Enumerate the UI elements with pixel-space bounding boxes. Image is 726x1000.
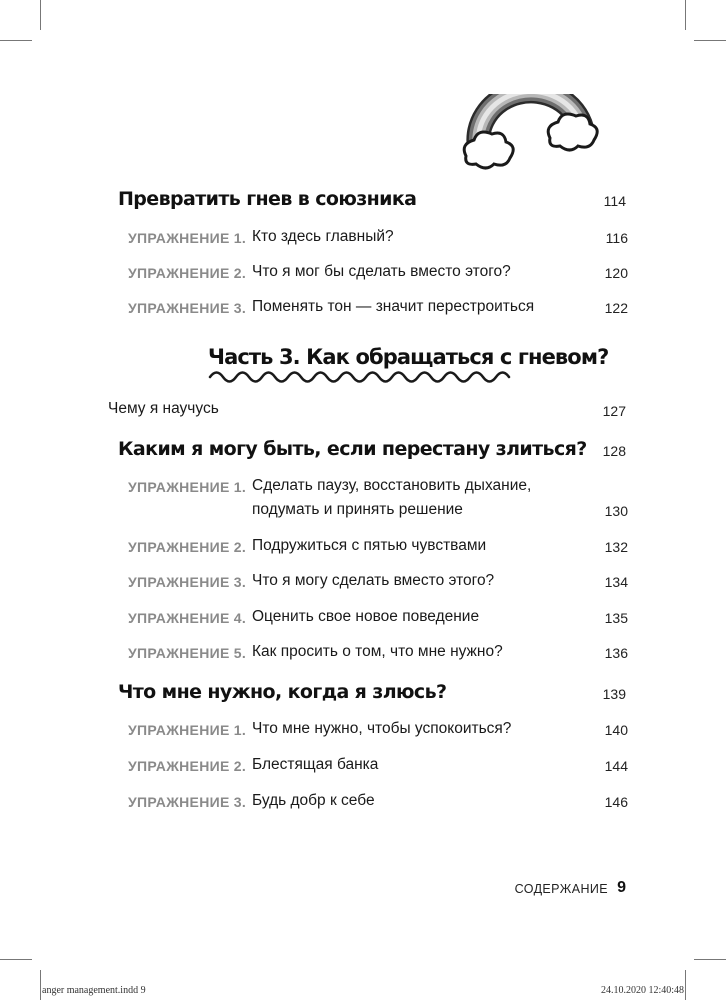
- section-page-number: 114: [603, 193, 626, 209]
- folio-page-number: 9: [617, 879, 626, 896]
- crop-mark: [685, 0, 686, 30]
- crop-mark: [0, 40, 32, 41]
- exercise-page-number: 146: [604, 794, 628, 810]
- exercise-title: Поменять тон — значит перестроиться: [252, 298, 535, 315]
- exercise-title-line2: подумать и принять решение: [252, 501, 463, 518]
- exercise-title: Сделать паузу, восстановить дыхание,: [252, 477, 532, 494]
- section-page-number: 128: [602, 443, 626, 459]
- crop-mark: [694, 959, 726, 960]
- crop-mark: [40, 0, 41, 30]
- wavy-underline: [208, 370, 520, 384]
- slug-filename: anger management.indd 9: [42, 985, 146, 996]
- exercise-title: Кто здесь главный?: [252, 228, 394, 245]
- crop-mark: [40, 970, 41, 1000]
- exercise-label: УПРАЖНЕНИЕ 4.: [128, 610, 247, 626]
- section-title: Превратить гнев в союзника: [118, 188, 417, 210]
- section-page-number: 139: [602, 686, 626, 702]
- exercise-label: УПРАЖНЕНИЕ 1.: [128, 722, 247, 738]
- exercise-title: Что я мог бы сделать вместо этого?: [252, 263, 511, 280]
- exercise-label: УПРАЖНЕНИЕ 2.: [128, 758, 247, 774]
- exercise-title: Оценить свое новое поведение: [252, 608, 480, 625]
- intro-page-number: 127: [602, 403, 626, 419]
- exercise-title: Блестящая банка: [252, 756, 379, 773]
- crop-mark: [694, 40, 726, 41]
- exercise-title: Будь добр к себе: [252, 792, 375, 809]
- exercise-title: Как просить о том, что мне нужно?: [252, 643, 503, 660]
- exercise-page-number: 116: [605, 230, 628, 246]
- exercise-page-number: 134: [604, 574, 628, 590]
- section-title: Каким я могу быть, если перестану злиться?: [118, 438, 587, 460]
- exercise-title: Что мне нужно, чтобы успокоиться?: [252, 720, 512, 737]
- exercise-page-number: 120: [604, 265, 628, 281]
- running-footer-section: СОДЕРЖАНИЕ: [514, 882, 608, 896]
- exercise-label: УПРАЖНЕНИЕ 5.: [128, 645, 247, 661]
- exercise-label: УПРАЖНЕНИЕ 3.: [128, 574, 247, 590]
- exercise-title: Что я могу сделать вместо этого?: [252, 572, 495, 589]
- exercise-label: УПРАЖНЕНИЕ 3.: [128, 794, 247, 810]
- section-title: Что мне нужно, когда я злюсь?: [118, 681, 447, 703]
- part-title: Часть 3. Как обращаться с гневом?: [208, 345, 609, 369]
- exercise-label: УПРАЖНЕНИЕ 1.: [128, 230, 247, 246]
- slug-datetime: 24.10.2020 12:40:48: [600, 985, 684, 996]
- exercise-page-number: 136: [604, 645, 628, 661]
- crop-mark: [0, 959, 32, 960]
- exercise-page-number: 135: [604, 610, 628, 626]
- exercise-label: УПРАЖНЕНИЕ 3.: [128, 300, 247, 316]
- crop-mark: [685, 970, 686, 1000]
- exercise-page-number: 122: [604, 300, 628, 316]
- exercise-label: УПРАЖНЕНИЕ 2.: [128, 265, 247, 281]
- exercise-title: Подружиться с пятью чувствами: [252, 537, 487, 554]
- intro-entry-title: Чему я научусь: [108, 400, 219, 417]
- exercise-page-number: 130: [604, 503, 628, 519]
- exercise-page-number: 132: [604, 539, 628, 555]
- exercise-page-number: 140: [604, 722, 628, 738]
- exercise-page-number: 144: [604, 758, 628, 774]
- exercise-label: УПРАЖНЕНИЕ 2.: [128, 539, 247, 555]
- exercise-label: УПРАЖНЕНИЕ 1.: [128, 479, 247, 495]
- rainbow-icon: [458, 94, 604, 176]
